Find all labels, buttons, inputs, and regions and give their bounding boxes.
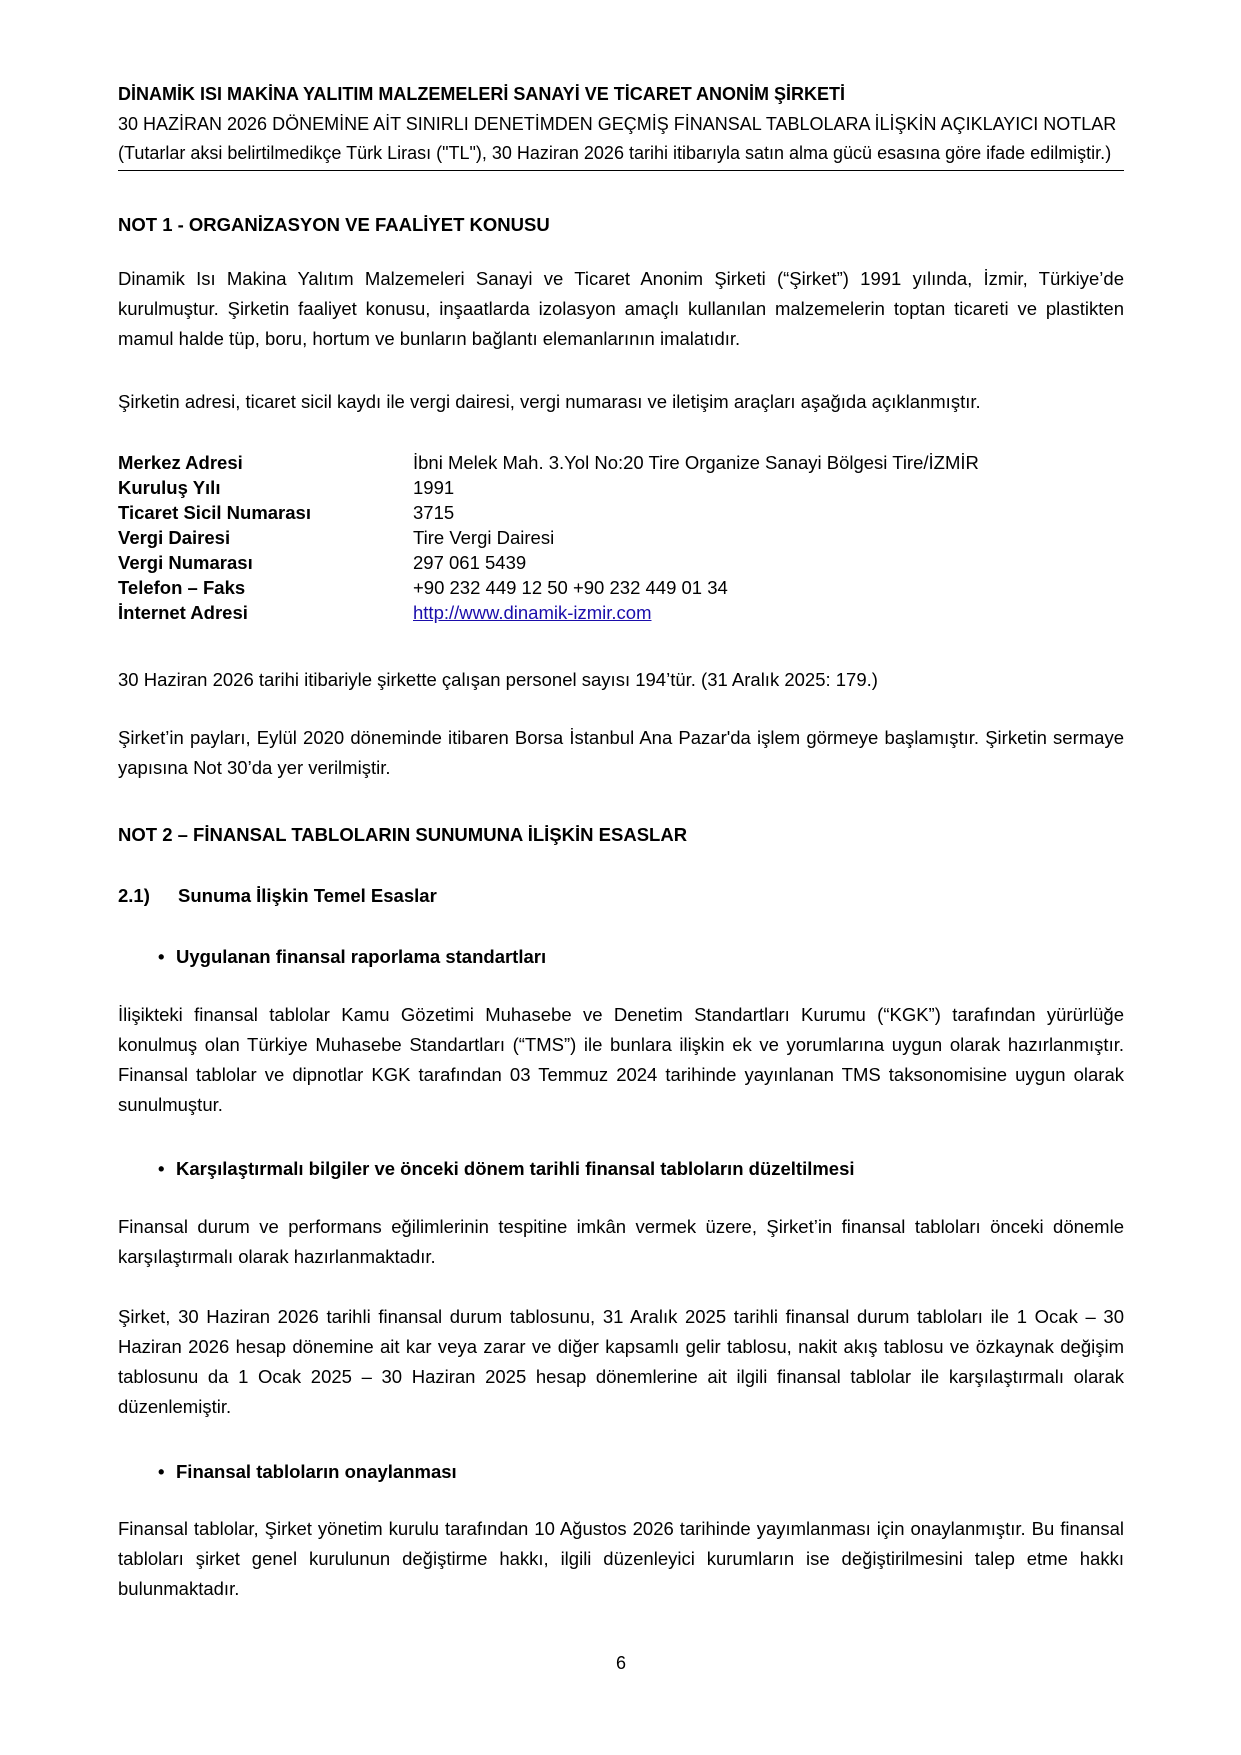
info-value: 297 061 5439 xyxy=(413,552,527,573)
section-number: 2.1) xyxy=(118,885,150,906)
info-row-tax-office xyxy=(118,525,1124,550)
info-value xyxy=(413,600,652,625)
report-subtitle: 30 HAZİRAN 2026 DÖNEMİNE AİT SINIRLI DENETİMDEN GEÇMİŞ FİNANSAL TABLOLARA İLİŞKİN AÇIKLAYICI NOTLAR xyxy=(118,114,1117,134)
info-row-website xyxy=(118,600,1124,625)
info-row-trade-registry xyxy=(118,500,1124,525)
note1-paragraph-3: 30 Haziran 2026 tarihi itibariyle şirkette çalışan personel sayısı 194’tür. (31 Aralık 2025: 179.) xyxy=(118,669,878,690)
bullet-icon: • xyxy=(158,1461,165,1482)
note1-heading: NOT 1 - ORGANİZASYON VE FAALİYET KONUSU xyxy=(118,214,550,235)
info-row-founding-year xyxy=(118,475,1124,500)
info-key: Merkez Adresi xyxy=(118,452,243,473)
note1-paragraph-4: Şirket’in payları, Eylül 2020 döneminde itibaren Borsa İstanbul Ana Pazar'da işlem görmeye başlamıştır. Şirketin sermaye yapısına Not 30’da yer verilmiştir. xyxy=(118,727,1124,778)
info-value: +90 232 449 12 50 +90 232 449 01 34 xyxy=(413,577,728,598)
bullet-icon: • xyxy=(158,946,165,967)
comparative-paragraph-2: Şirket, 30 Haziran 2026 tarihli finansal durum tablosunu, 31 Aralık 2025 tarihli finansal durum tabloları ile 1 Ocak – 30 Haziran 2026 hesap dönemine ait kar veya zarar ve diğer kapsamlı gelir tablosu, nakit akış tablosu ve özkaynak değişim tablosunu da 1 Ocak 2025 – 30 Haziran 2025 hesap dönemlerine ait ilgili finansal tablolar ile karşılaştırmalı olarak düzenlemiştir. xyxy=(118,1306,1124,1417)
info-row-address xyxy=(118,450,1124,475)
page-number: 6 xyxy=(615,1653,626,1673)
bullet-heading-text: Finansal tabloların onaylanması xyxy=(176,1461,457,1482)
info-value: Tire Vergi Dairesi xyxy=(413,527,555,548)
website-link[interactable]: http://www.dinamik-izmir.com xyxy=(413,602,652,623)
info-key: İnternet Adresi xyxy=(118,602,248,623)
company-info-table xyxy=(118,450,1124,625)
section-2-1-heading xyxy=(118,885,437,907)
bullet-heading-standards xyxy=(158,946,546,968)
bullet-heading-text: Karşılaştırmalı bilgiler ve önceki dönem tarihli finansal tabloların düzeltilmesi xyxy=(176,1158,855,1179)
note2-heading: NOT 2 – FİNANSAL TABLOLARIN SUNUMUNA İLİŞKİN ESASLAR xyxy=(118,824,688,845)
info-key: Ticaret Sicil Numarası xyxy=(118,502,311,523)
company-name-header: DİNAMİK ISI MAKİNA YALITIM MALZEMELERİ SANAYİ VE TİCARET ANONİM ŞİRKETİ xyxy=(118,84,846,104)
info-key: Kuruluş Yılı xyxy=(118,477,221,498)
info-key: Vergi Numarası xyxy=(118,552,253,573)
info-value: İbni Melek Mah. 3.Yol No:20 Tire Organize Sanayi Bölgesi Tire/İZMİR xyxy=(413,452,979,473)
bullet-icon: • xyxy=(158,1158,165,1179)
currency-unit-note: (Tutarlar aksi belirtilmedikçe Türk Lirası ("TL"), 30 Haziran 2026 tarihi itibarıyla satın alma gücü esasına göre ifade edilmiştir.) xyxy=(118,143,1112,163)
bullet-heading-approval xyxy=(158,1461,457,1483)
info-key: Vergi Dairesi xyxy=(118,527,231,548)
info-value: 1991 xyxy=(413,477,455,498)
info-key: Telefon – Faks xyxy=(118,577,246,598)
bullet-heading-text: Uygulanan finansal raporlama standartları xyxy=(176,946,547,967)
note1-paragraph-1: Dinamik Isı Makina Yalıtım Malzemeleri Sanayi ve Ticaret Anonim Şirketi (“Şirket”) 1991 yılında, İzmir, Türkiye’de kurulmuştur. Şirketin faaliyet konusu, inşaatlarda izolasyon amaçlı kullanılan malzemelerin toptan ticareti ve plastikten mamul halde tüp, boru, hortum ve bunların bağlantı elemanlarının imalatıdır. xyxy=(118,268,1124,349)
section-title: Sunuma İlişkin Temel Esaslar xyxy=(178,885,437,906)
bullet-heading-comparative xyxy=(158,1158,855,1180)
comparative-paragraph-1: Finansal durum ve performans eğilimlerinin tespitine imkân vermek üzere, Şirket’in finansal tabloları önceki dönemle karşılaştırmalı olarak hazırlanmaktadır. xyxy=(118,1216,1124,1267)
approval-paragraph: Finansal tablolar, Şirket yönetim kurulu tarafından 10 Ağustos 2026 tarihinde yayımlanması için onaylanmıştır. Bu finansal tabloları şirket genel kurulunun değiştirme hakkı, ilgili düzenleyici kurumların ise değiştirilmesini talep etme hakkı bulunmaktadır. xyxy=(118,1518,1124,1599)
note1-paragraph-2: Şirketin adresi, ticaret sicil kaydı ile vergi dairesi, vergi numarası ve iletişim araçları aşağıda açıklanmıştır. xyxy=(118,391,981,412)
info-row-tax-number xyxy=(118,550,1124,575)
header-divider xyxy=(118,170,1124,171)
info-row-phone-fax xyxy=(118,575,1124,600)
standards-paragraph: İlişikteki finansal tablolar Kamu Gözetimi Muhasebe ve Denetim Standartları Kurumu (“KGK”) tarafından yürürlüğe konulmuş olan Türkiye Muhasebe Standartları (“TMS”) ile bunlara ilişkin ek ve yorumlarına uygun olarak hazırlanmıştır. Finansal tablolar ve dipnotlar KGK tarafından 03 Temmuz 2024 tarihinde yayınlanan TMS taksonomisine uygun olarak sunulmuştur. xyxy=(118,1004,1124,1115)
info-value: 3715 xyxy=(413,502,455,523)
